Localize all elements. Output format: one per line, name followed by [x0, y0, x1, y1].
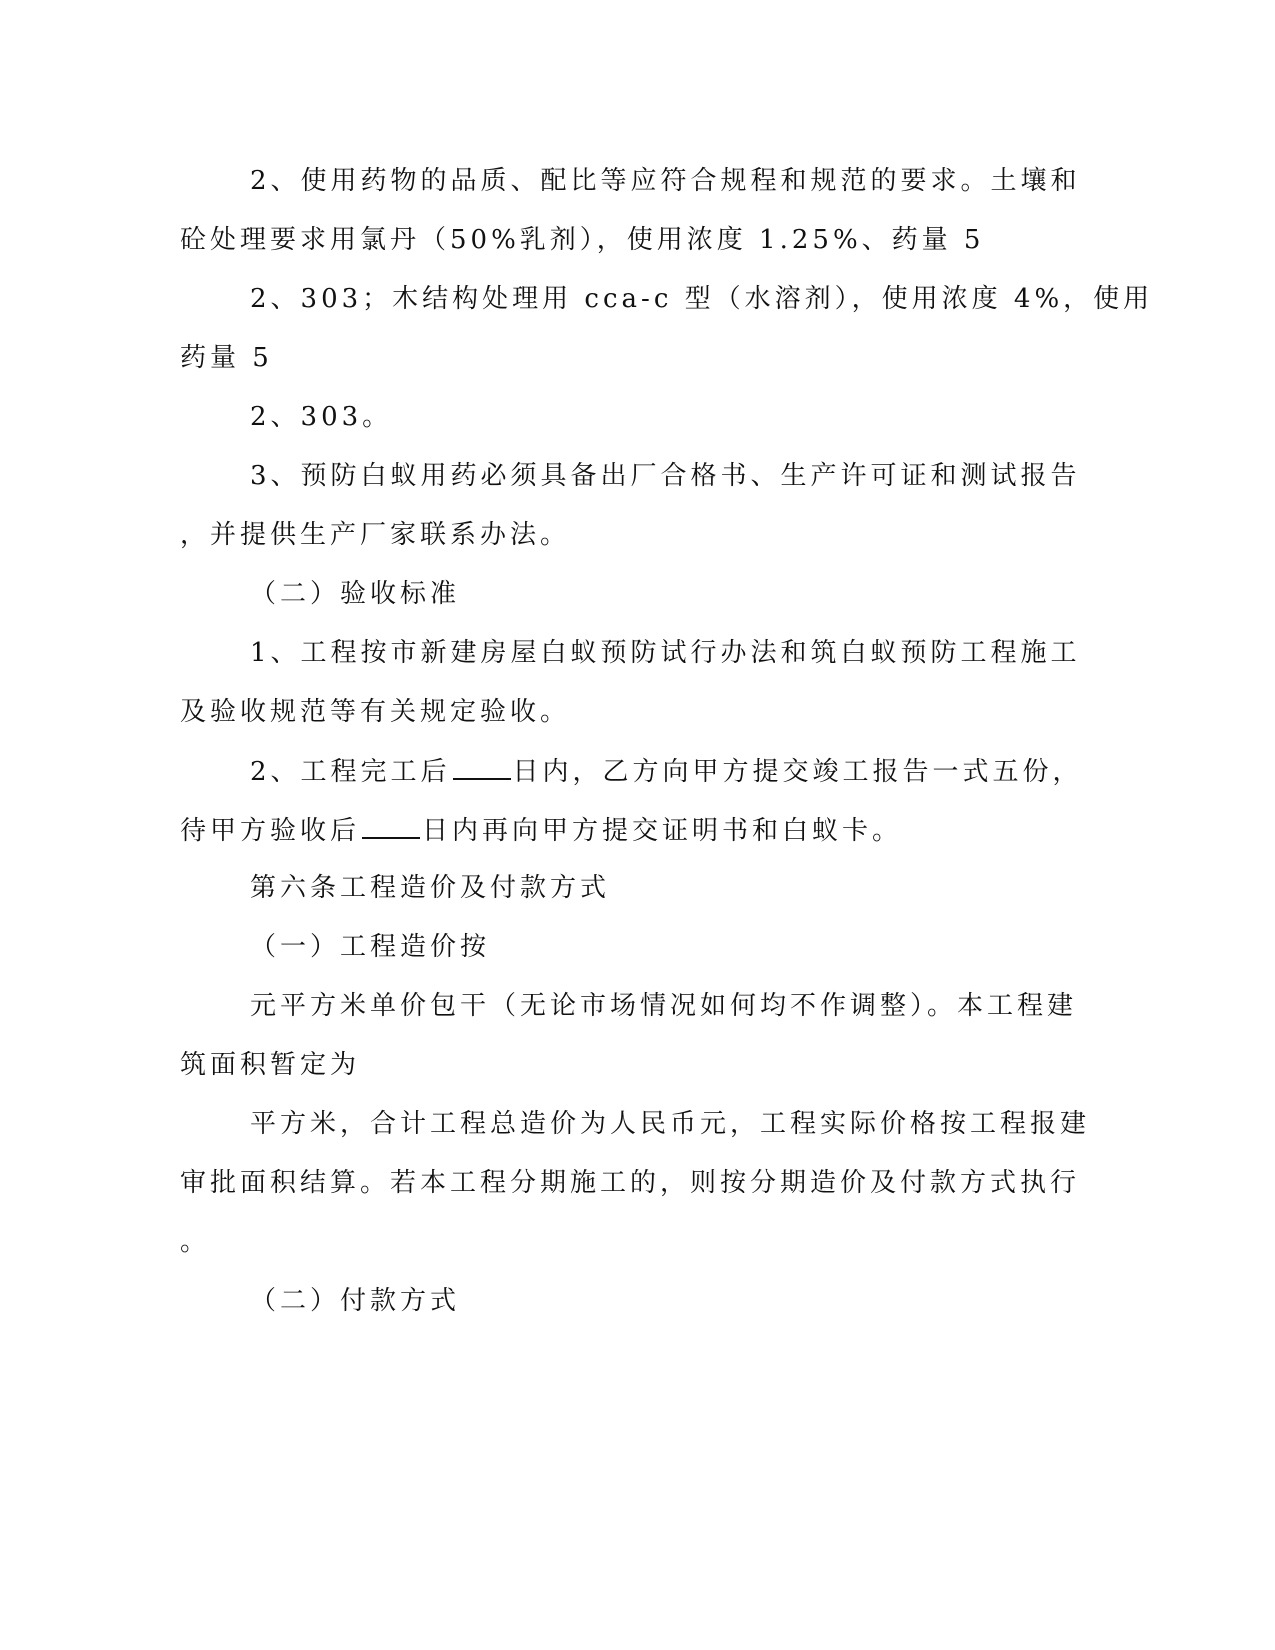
- paragraph-line: 2、303；木结构处理用 cca-c 型（水溶剂），使用浓度 4%，使用: [250, 284, 1154, 314]
- paragraph-line: 药量 5: [180, 343, 273, 373]
- text-segment: 待甲方验收后: [180, 816, 361, 846]
- text-segment: 日内再向甲方提交证明书和白蚁卡。: [422, 816, 903, 846]
- paragraph-line-with-blank: [250, 754, 1083, 789]
- section-heading: （一）工程造价按: [250, 932, 491, 962]
- paragraph-line: 审批面积结算。若本工程分期施工的，则按分期造价及付款方式执行: [180, 1168, 1081, 1198]
- paragraph-line: 1、工程按市新建房屋白蚁预防试行办法和筑白蚁预防工程施工: [250, 638, 1081, 668]
- text-segment: 2、工程完工后: [250, 757, 451, 787]
- paragraph-line: 元平方米单价包干（无论市场情况如何均不作调整）。本工程建: [250, 991, 1078, 1021]
- fill-in-blank: [453, 754, 511, 780]
- paragraph-line: 2、使用药物的品质、配比等应符合规程和规范的要求。土壤和: [250, 166, 1081, 196]
- section-heading: （二）验收标准: [250, 579, 461, 609]
- paragraph-line: 。: [180, 1227, 211, 1257]
- article-heading: 第六条工程造价及付款方式: [250, 873, 611, 903]
- fill-in-blank: [362, 813, 420, 839]
- paragraph-line: 3、预防白蚁用药必须具备出厂合格书、生产许可证和测试报告: [250, 461, 1081, 491]
- text-segment: 日内，乙方向甲方提交竣工报告一式五份，: [512, 757, 1083, 787]
- section-heading: （二）付款方式: [250, 1286, 461, 1316]
- paragraph-line: ，并提供生产厂家联系办法。: [180, 520, 571, 550]
- paragraph-line: 筑面积暂定为: [180, 1050, 361, 1080]
- paragraph-line: 平方米，合计工程总造价为人民币元，工程实际价格按工程报建: [250, 1109, 1091, 1139]
- paragraph-line: 及验收规范等有关规定验收。: [180, 697, 571, 727]
- paragraph-line-with-blank: [180, 813, 902, 848]
- paragraph-line: 2、303。: [250, 402, 393, 432]
- paragraph-line: 砼处理要求用氯丹（50%乳剂），使用浓度 1.25%、药量 5: [180, 225, 985, 255]
